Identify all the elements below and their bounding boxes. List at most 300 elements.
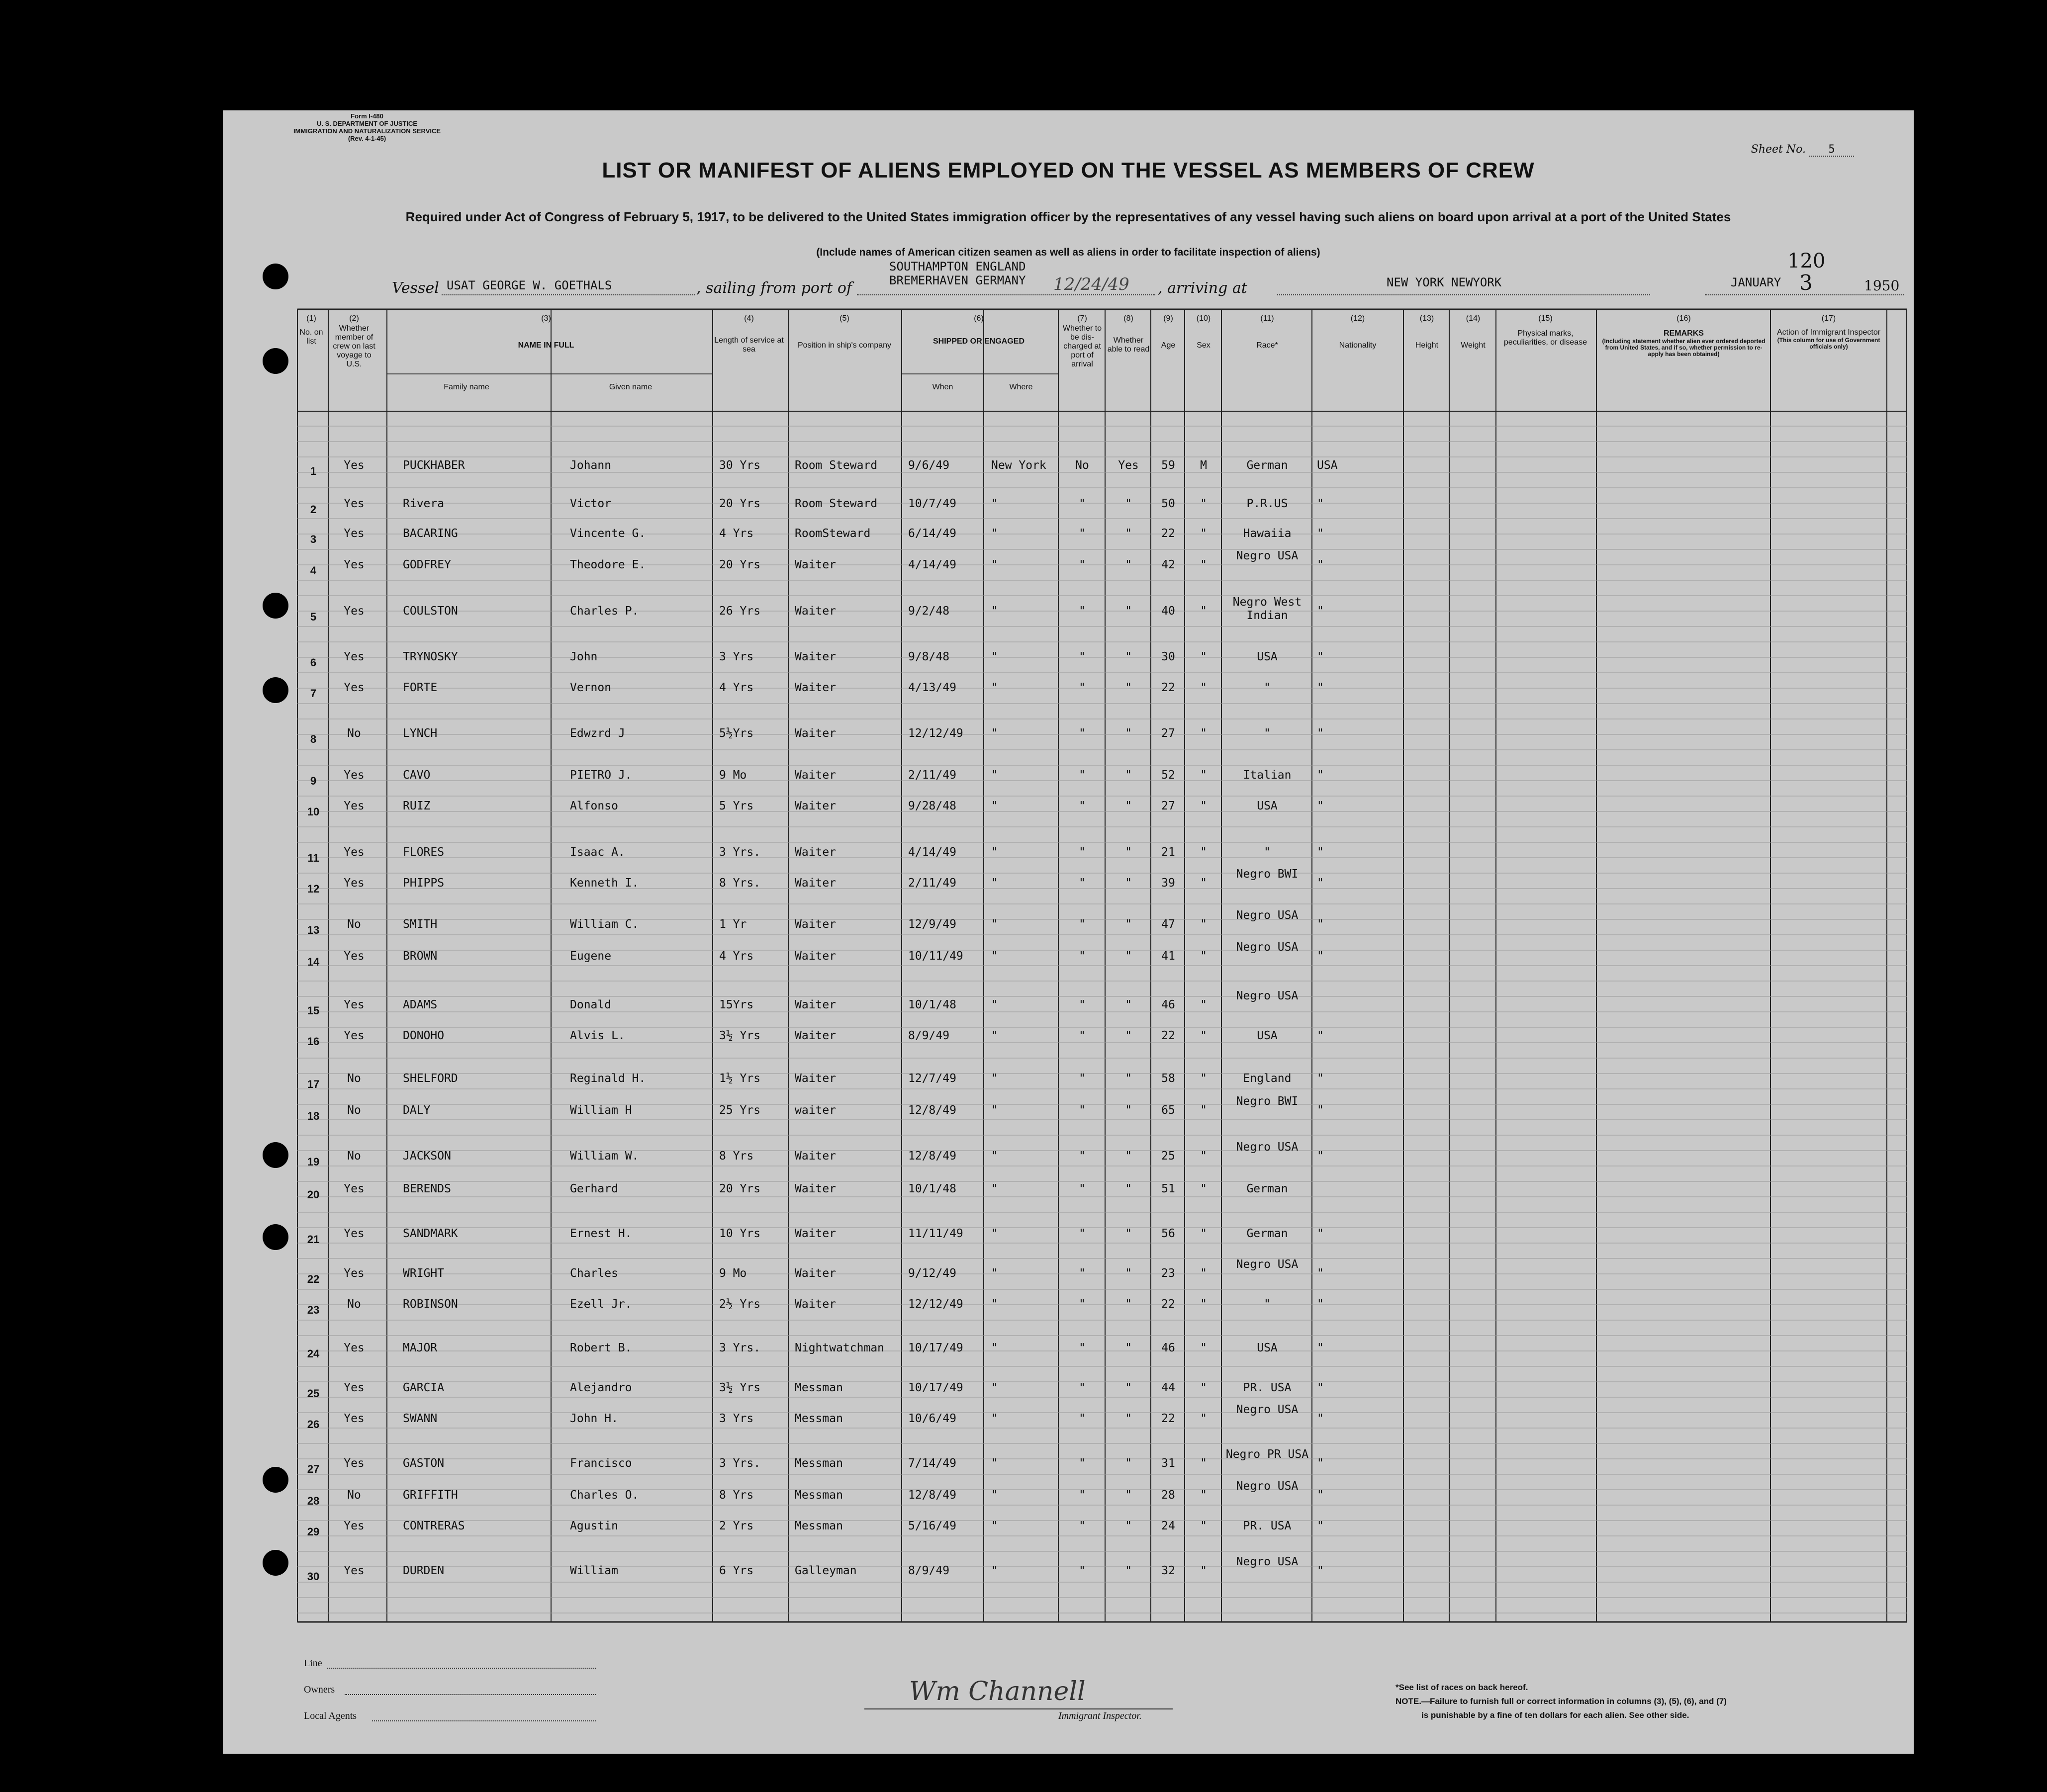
shipped-date-cell: 2/11/49 bbox=[908, 877, 956, 890]
age-cell: 51 bbox=[1161, 1182, 1175, 1195]
sex-cell: " bbox=[1200, 1298, 1207, 1311]
position-cell: Waiter bbox=[795, 846, 837, 859]
sex-cell: " bbox=[1200, 1072, 1207, 1085]
col-label: Position in ship's company bbox=[797, 341, 892, 350]
age-cell: 30 bbox=[1161, 650, 1175, 663]
arrival-month: JANUARY bbox=[1731, 275, 1781, 289]
family-name-cell: Rivera bbox=[403, 497, 445, 510]
shipped-date-cell: 10/7/49 bbox=[908, 497, 956, 510]
able-to-read-cell: " bbox=[1125, 1381, 1132, 1394]
col-header-inspector bbox=[1771, 314, 1886, 350]
able-to-read-cell: " bbox=[1125, 918, 1132, 931]
position-cell: Waiter bbox=[795, 727, 837, 740]
family-name-cell: PHIPPS bbox=[403, 877, 445, 890]
sex-cell: " bbox=[1200, 497, 1207, 510]
shipped-date-cell: 10/1/48 bbox=[908, 998, 956, 1011]
shipped-date-cell: 5/16/49 bbox=[908, 1520, 956, 1532]
sex-cell: " bbox=[1200, 527, 1207, 540]
last-voyage-cell: Yes bbox=[344, 877, 365, 890]
race-cell: Negro BWI bbox=[1236, 868, 1299, 881]
row-number: 14 bbox=[307, 956, 320, 968]
shipped-place-cell: " bbox=[991, 1029, 998, 1042]
col-number: (11) bbox=[1260, 314, 1274, 323]
given-name-cell: Ernest H. bbox=[570, 1227, 632, 1240]
service-length-cell: 20 Yrs bbox=[719, 558, 761, 571]
family-name-cell: ADAMS bbox=[403, 998, 438, 1011]
last-voyage-cell: Yes bbox=[344, 650, 365, 663]
row-number: 3 bbox=[310, 533, 317, 545]
age-cell: 50 bbox=[1161, 497, 1175, 510]
col-label: Whether member of crew on last voyage to U.S. bbox=[333, 324, 375, 368]
shipped-place-cell: " bbox=[991, 1227, 998, 1240]
race-cell: Negro USA bbox=[1236, 909, 1299, 922]
col-number: (1) bbox=[306, 314, 316, 323]
col-number: (5) bbox=[839, 314, 849, 323]
able-to-read-cell: " bbox=[1125, 1150, 1132, 1163]
family-name-cell: FORTE bbox=[403, 681, 438, 694]
position-cell: Waiter bbox=[795, 1029, 837, 1042]
discharged-cell: " bbox=[1079, 1267, 1086, 1280]
able-to-read-cell: " bbox=[1125, 1564, 1132, 1577]
age-cell: 28 bbox=[1161, 1489, 1175, 1502]
able-to-read-cell: " bbox=[1125, 650, 1132, 663]
col-number: (2) bbox=[349, 314, 359, 323]
col-number: (9) bbox=[1163, 314, 1173, 323]
service-length-cell: 10 Yrs bbox=[719, 1227, 761, 1240]
age-cell: 27 bbox=[1161, 800, 1175, 812]
last-voyage-cell: Yes bbox=[344, 950, 365, 963]
nationality-cell: " bbox=[1317, 605, 1324, 618]
race-cell: German bbox=[1246, 459, 1288, 472]
row-number: 29 bbox=[307, 1525, 320, 1538]
row-number: 21 bbox=[307, 1233, 320, 1246]
service-length-cell: 3 Yrs. bbox=[719, 846, 761, 859]
shipped-place-cell: " bbox=[991, 727, 998, 740]
able-to-read-cell: Yes bbox=[1118, 459, 1139, 472]
arrival-port: NEW YORK NEWYORK bbox=[1387, 275, 1502, 289]
family-name-cell: DALY bbox=[403, 1104, 431, 1117]
shipped-place-cell: " bbox=[991, 681, 998, 694]
shipped-date-cell: 12/8/49 bbox=[908, 1104, 956, 1117]
nationality-cell: " bbox=[1317, 727, 1324, 740]
row-number: 2 bbox=[310, 503, 317, 516]
shipped-place-cell: " bbox=[991, 1412, 998, 1425]
sex-cell: " bbox=[1200, 950, 1207, 963]
row-number: 17 bbox=[307, 1078, 320, 1090]
col-label: Whether to be dis-charged at port of arrival bbox=[1062, 324, 1102, 368]
shipped-place-cell: " bbox=[991, 846, 998, 859]
given-name-cell: Donald bbox=[570, 998, 612, 1011]
family-name-cell: LYNCH bbox=[403, 727, 438, 740]
row-number: 25 bbox=[307, 1387, 320, 1400]
nationality-cell: USA bbox=[1317, 459, 1338, 472]
service-length-cell: 1½ Yrs bbox=[719, 1072, 761, 1085]
footer-line-label: Line bbox=[304, 1658, 322, 1669]
shipped-date-cell: 10/17/49 bbox=[908, 1342, 963, 1354]
row-number: 13 bbox=[307, 924, 320, 936]
shipped-date-cell: 10/6/49 bbox=[908, 1412, 956, 1425]
service-length-cell: 26 Yrs bbox=[719, 605, 761, 618]
discharged-cell: " bbox=[1079, 1227, 1086, 1240]
shipped-date-cell: 2/11/49 bbox=[908, 769, 956, 782]
shipped-place-cell: " bbox=[991, 1072, 998, 1085]
fine-footnote: NOTE.—Failure to furnish full or correct information in columns (3), (5), (6), and (7) bbox=[1396, 1697, 1727, 1706]
shipped-place-cell: " bbox=[991, 1182, 998, 1195]
shipped-date-cell: 8/9/49 bbox=[908, 1029, 950, 1042]
age-cell: 46 bbox=[1161, 1342, 1175, 1354]
row-number: 5 bbox=[310, 611, 317, 623]
col-number: (14) bbox=[1466, 314, 1481, 323]
nationality-cell: " bbox=[1317, 918, 1324, 931]
race-cell: Negro BWI bbox=[1236, 1095, 1299, 1108]
age-cell: 25 bbox=[1161, 1150, 1175, 1163]
last-voyage-cell: Yes bbox=[344, 1457, 365, 1470]
race-cell: Negro USA bbox=[1236, 1555, 1299, 1568]
col-header-nationality bbox=[1313, 314, 1402, 350]
sex-cell: " bbox=[1200, 1104, 1207, 1117]
able-to-read-cell: " bbox=[1125, 527, 1132, 540]
able-to-read-cell: " bbox=[1125, 846, 1132, 859]
service-length-cell: 3 Yrs bbox=[719, 1412, 754, 1425]
age-cell: 21 bbox=[1161, 846, 1175, 859]
family-name-cell: ROBINSON bbox=[403, 1298, 458, 1311]
position-cell: Room Steward bbox=[795, 459, 878, 472]
able-to-read-cell: " bbox=[1125, 1227, 1132, 1240]
shipped-place-cell: " bbox=[991, 1381, 998, 1394]
col-header-height bbox=[1404, 314, 1449, 350]
service-length-cell: 2 Yrs bbox=[719, 1520, 754, 1532]
shipped-date-cell: 4/14/49 bbox=[908, 558, 956, 571]
row-number: 26 bbox=[307, 1418, 320, 1431]
race-cell: USA bbox=[1257, 1029, 1278, 1042]
row-number: 28 bbox=[307, 1495, 320, 1507]
nationality-cell: " bbox=[1317, 1072, 1324, 1085]
age-cell: 22 bbox=[1161, 1298, 1175, 1311]
shipped-place-cell: " bbox=[991, 1520, 998, 1532]
discharged-cell: " bbox=[1079, 769, 1086, 782]
family-name-cell: SHELFORD bbox=[403, 1072, 458, 1085]
discharged-cell: " bbox=[1079, 877, 1086, 890]
sex-cell: " bbox=[1200, 605, 1207, 618]
given-name-cell: William W. bbox=[570, 1150, 639, 1163]
given-name-cell: Victor bbox=[570, 497, 612, 510]
row-number: 23 bbox=[307, 1304, 320, 1316]
departure-port-1: SOUTHAMPTON ENGLAND bbox=[889, 260, 1026, 273]
given-name-cell: Alejandro bbox=[570, 1381, 632, 1394]
col-number: (15) bbox=[1538, 314, 1553, 323]
col-header-weight bbox=[1450, 314, 1496, 350]
family-name-cell: GASTON bbox=[403, 1457, 445, 1470]
document-title: LIST OR MANIFEST OF ALIENS EMPLOYED ON THE VESSEL AS MEMBERS OF CREW bbox=[602, 158, 1535, 182]
shipped-date-cell: 12/12/49 bbox=[908, 727, 963, 740]
form-id-line: U. S. DEPARTMENT OF JUSTICE bbox=[317, 120, 417, 127]
race-cell: PR. USA bbox=[1243, 1381, 1292, 1394]
given-name-cell: Edwzrd J bbox=[570, 727, 625, 740]
discharged-cell: " bbox=[1079, 1072, 1086, 1085]
given-name-cell: Francisco bbox=[570, 1457, 632, 1470]
col-header-family: Family name bbox=[444, 383, 489, 391]
given-name-cell: Kenneth I. bbox=[570, 877, 639, 890]
position-cell: waiter bbox=[795, 1104, 837, 1117]
position-cell: Waiter bbox=[795, 998, 837, 1011]
race-cell: " bbox=[1264, 681, 1271, 694]
discharged-cell: " bbox=[1079, 727, 1086, 740]
last-voyage-cell: Yes bbox=[344, 846, 365, 859]
family-name-cell: MAJOR bbox=[403, 1342, 438, 1354]
col-number: (13) bbox=[1419, 314, 1434, 323]
service-length-cell: 4 Yrs bbox=[719, 681, 754, 694]
race-cell: P.R.US bbox=[1246, 497, 1288, 510]
last-voyage-cell: Yes bbox=[344, 1267, 365, 1280]
shipped-date-cell: 9/6/49 bbox=[908, 459, 950, 472]
age-cell: 24 bbox=[1161, 1520, 1175, 1532]
row-number: 11 bbox=[307, 852, 319, 864]
discharged-cell: " bbox=[1079, 1457, 1086, 1470]
shipped-date-cell: 9/8/48 bbox=[908, 650, 950, 663]
nationality-cell: " bbox=[1317, 950, 1324, 963]
discharged-cell: No bbox=[1075, 459, 1089, 472]
position-cell: RoomSteward bbox=[795, 527, 871, 540]
discharged-cell: " bbox=[1079, 1412, 1086, 1425]
age-cell: 22 bbox=[1161, 527, 1175, 540]
footer-owners-label: Owners bbox=[304, 1684, 335, 1695]
col-header-given: Given name bbox=[609, 383, 652, 391]
discharged-cell: " bbox=[1079, 800, 1086, 812]
shipped-date-cell: 11/11/49 bbox=[908, 1227, 963, 1240]
discharged-cell: " bbox=[1079, 1298, 1086, 1311]
sex-cell: " bbox=[1200, 1227, 1207, 1240]
age-cell: 47 bbox=[1161, 918, 1175, 931]
col-header-physical bbox=[1497, 314, 1594, 347]
position-cell: Waiter bbox=[795, 800, 837, 812]
position-cell: Waiter bbox=[795, 1267, 837, 1280]
nationality-cell: " bbox=[1317, 1150, 1324, 1163]
age-cell: 52 bbox=[1161, 769, 1175, 782]
discharged-cell: " bbox=[1079, 1182, 1086, 1195]
nationality-cell: " bbox=[1317, 800, 1324, 812]
family-name-cell: JACKSON bbox=[403, 1150, 451, 1163]
discharged-cell: " bbox=[1079, 527, 1086, 540]
shipped-date-cell: 4/14/49 bbox=[908, 846, 956, 859]
shipped-date-cell: 9/28/48 bbox=[908, 800, 956, 812]
sex-cell: " bbox=[1200, 1182, 1207, 1195]
nationality-cell: " bbox=[1317, 1520, 1324, 1532]
age-cell: 39 bbox=[1161, 877, 1175, 890]
service-length-cell: 3 Yrs. bbox=[719, 1342, 761, 1354]
nationality-cell: " bbox=[1317, 681, 1324, 694]
given-name-cell: Ezell Jr. bbox=[570, 1298, 632, 1311]
row-number: 4 bbox=[310, 564, 317, 577]
col-header-race bbox=[1222, 314, 1312, 350]
last-voyage-cell: Yes bbox=[344, 1182, 365, 1195]
nationality-cell: " bbox=[1317, 1104, 1324, 1117]
given-name-cell: Agustin bbox=[570, 1520, 618, 1532]
service-length-cell: 3 Yrs bbox=[719, 650, 754, 663]
sex-cell: " bbox=[1200, 1342, 1207, 1354]
able-to-read-cell: " bbox=[1125, 1072, 1132, 1085]
arriving-label: , arriving at bbox=[1158, 279, 1247, 297]
nationality-cell: " bbox=[1317, 558, 1324, 571]
race-cell: German bbox=[1246, 1182, 1288, 1195]
service-length-cell: 20 Yrs bbox=[719, 1182, 761, 1195]
service-length-cell: 5 Yrs bbox=[719, 800, 754, 812]
family-name-cell: SWANN bbox=[403, 1412, 438, 1425]
sex-cell: M bbox=[1200, 459, 1207, 472]
position-cell: Room Steward bbox=[795, 497, 878, 510]
service-length-cell: 3½ Yrs bbox=[719, 1381, 761, 1394]
last-voyage-cell: Yes bbox=[344, 769, 365, 782]
nationality-cell: " bbox=[1317, 1342, 1324, 1354]
shipped-place-cell: " bbox=[991, 998, 998, 1011]
sex-cell: " bbox=[1200, 1489, 1207, 1502]
family-name-cell: GRIFFITH bbox=[403, 1489, 458, 1502]
discharged-cell: " bbox=[1079, 1104, 1086, 1117]
given-name-cell: William H bbox=[570, 1104, 632, 1117]
col-label: Length of service at sea bbox=[714, 336, 784, 354]
col-label: Whether able to read bbox=[1107, 336, 1150, 354]
discharged-cell: " bbox=[1079, 998, 1086, 1011]
family-name-cell: CONTRERAS bbox=[403, 1520, 465, 1532]
race-cell: Negro USA bbox=[1236, 1258, 1299, 1271]
last-voyage-cell: Yes bbox=[344, 527, 365, 540]
last-voyage-cell: No bbox=[347, 1298, 361, 1311]
race-cell: Italian bbox=[1243, 769, 1292, 782]
row-number: 9 bbox=[310, 775, 317, 787]
sheet-number-value: 5 bbox=[1809, 143, 1854, 157]
col-label: NAME IN FULL bbox=[518, 341, 574, 350]
shipped-place-cell: " bbox=[991, 1564, 998, 1577]
race-cell: PR. USA bbox=[1243, 1520, 1292, 1532]
position-cell: Messman bbox=[795, 1520, 843, 1532]
col-number: (16) bbox=[1676, 314, 1691, 323]
last-voyage-cell: Yes bbox=[344, 605, 365, 618]
sheet-number-label: Sheet No. bbox=[1751, 143, 1806, 156]
service-length-cell: 1 Yr bbox=[719, 918, 747, 931]
page-number: 120 bbox=[1787, 250, 1826, 272]
given-name-cell: Eugene bbox=[570, 950, 612, 963]
given-name-cell: Gerhard bbox=[570, 1182, 618, 1195]
discharged-cell: " bbox=[1079, 558, 1086, 571]
shipped-date-cell: 9/2/48 bbox=[908, 605, 950, 618]
shipped-date-cell: 10/1/48 bbox=[908, 1182, 956, 1195]
shipped-place-cell: New York bbox=[991, 459, 1046, 472]
row-number: 22 bbox=[307, 1273, 320, 1285]
age-cell: 32 bbox=[1161, 1564, 1175, 1577]
service-length-cell: 5½Yrs bbox=[719, 727, 754, 740]
row-number: 15 bbox=[307, 1004, 320, 1017]
discharged-cell: " bbox=[1079, 605, 1086, 618]
shipped-place-cell: " bbox=[991, 1150, 998, 1163]
col-label: REMARKS bbox=[1664, 329, 1704, 338]
arrival-year: 1950 bbox=[1864, 277, 1900, 294]
given-name-cell: Vernon bbox=[570, 681, 612, 694]
service-length-cell: 8 Yrs bbox=[719, 1489, 754, 1502]
shipped-date-cell: 7/14/49 bbox=[908, 1457, 956, 1470]
family-name-cell: DONOHO bbox=[403, 1029, 445, 1042]
shipped-date-cell: 12/9/49 bbox=[908, 918, 956, 931]
given-name-cell: Robert B. bbox=[570, 1342, 632, 1354]
age-cell: 40 bbox=[1161, 605, 1175, 618]
nationality-cell: " bbox=[1317, 650, 1324, 663]
family-name-cell: WRIGHT bbox=[403, 1267, 445, 1280]
col-header-no bbox=[297, 314, 325, 346]
sex-cell: " bbox=[1200, 1029, 1207, 1042]
position-cell: Messman bbox=[795, 1489, 843, 1502]
sex-cell: " bbox=[1200, 877, 1207, 890]
shipped-place-cell: " bbox=[991, 497, 998, 510]
nationality-cell: " bbox=[1317, 877, 1324, 890]
inspector-label: Immigrant Inspector. bbox=[1058, 1710, 1142, 1721]
age-cell: 42 bbox=[1161, 558, 1175, 571]
nationality-cell: " bbox=[1317, 769, 1324, 782]
discharged-cell: " bbox=[1079, 681, 1086, 694]
service-length-cell: 30 Yrs bbox=[719, 459, 761, 472]
race-cell: Negro USA bbox=[1236, 941, 1299, 954]
nationality-cell: " bbox=[1317, 1412, 1324, 1425]
discharged-cell: " bbox=[1079, 918, 1086, 931]
shipped-place-cell: " bbox=[991, 1104, 998, 1117]
given-name-cell: Isaac A. bbox=[570, 846, 625, 859]
shipped-date-cell: 9/12/49 bbox=[908, 1267, 956, 1280]
sex-cell: " bbox=[1200, 1564, 1207, 1577]
service-length-cell: 4 Yrs bbox=[719, 527, 754, 540]
row-number: 10 bbox=[307, 806, 320, 818]
col-label: SHIPPED OR ENGAGED bbox=[932, 337, 1025, 346]
statutory-requirement: Required under Act of Congress of February 5, 1917, to be delivered to the United States immigration officer by the representatives of any vessel having such aliens on board upon arrival at a port of the United States bbox=[405, 209, 1731, 224]
able-to-read-cell: " bbox=[1125, 1520, 1132, 1532]
age-cell: 59 bbox=[1161, 459, 1175, 472]
row-number: 20 bbox=[307, 1188, 320, 1201]
position-cell: Waiter bbox=[795, 605, 837, 618]
sex-cell: " bbox=[1200, 1150, 1207, 1163]
able-to-read-cell: " bbox=[1125, 950, 1132, 963]
given-name-cell: Vincente G. bbox=[570, 527, 646, 540]
col-header-position bbox=[790, 314, 899, 350]
col-header-remarks bbox=[1598, 314, 1769, 358]
col-label: Race* bbox=[1256, 341, 1278, 350]
able-to-read-cell: " bbox=[1125, 1489, 1132, 1502]
race-footnote: *See list of races on back hereof. bbox=[1396, 1683, 1528, 1692]
given-name-cell: Theodore E. bbox=[570, 558, 646, 571]
family-name-cell: DURDEN bbox=[403, 1564, 445, 1577]
service-length-cell: 15Yrs bbox=[719, 998, 754, 1011]
race-cell: Negro USA bbox=[1236, 1480, 1299, 1493]
nationality-cell: " bbox=[1317, 497, 1324, 510]
row-number: 24 bbox=[307, 1347, 320, 1360]
last-voyage-cell: Yes bbox=[344, 800, 365, 812]
age-cell: 23 bbox=[1161, 1267, 1175, 1280]
race-cell: Hawaiia bbox=[1243, 527, 1292, 540]
shipped-place-cell: " bbox=[991, 527, 998, 540]
race-cell: USA bbox=[1257, 800, 1278, 812]
position-cell: Waiter bbox=[795, 681, 837, 694]
shipped-date-cell: 10/11/49 bbox=[908, 950, 963, 963]
position-cell: Waiter bbox=[795, 877, 837, 890]
shipped-place-cell: " bbox=[991, 800, 998, 812]
age-cell: 27 bbox=[1161, 727, 1175, 740]
last-voyage-cell: Yes bbox=[344, 459, 365, 472]
col-number: (4) bbox=[744, 314, 754, 323]
nationality-cell: " bbox=[1317, 1564, 1324, 1577]
service-length-cell: 8 Yrs. bbox=[719, 877, 761, 890]
given-name-cell: William C. bbox=[570, 918, 639, 931]
departure-port-2: BREMERHAVEN GERMANY bbox=[889, 273, 1026, 287]
race-cell: German bbox=[1246, 1227, 1288, 1240]
given-name-cell: William bbox=[570, 1564, 618, 1577]
last-voyage-cell: Yes bbox=[344, 1342, 365, 1354]
last-voyage-cell: Yes bbox=[344, 681, 365, 694]
shipped-place-cell: " bbox=[991, 558, 998, 571]
